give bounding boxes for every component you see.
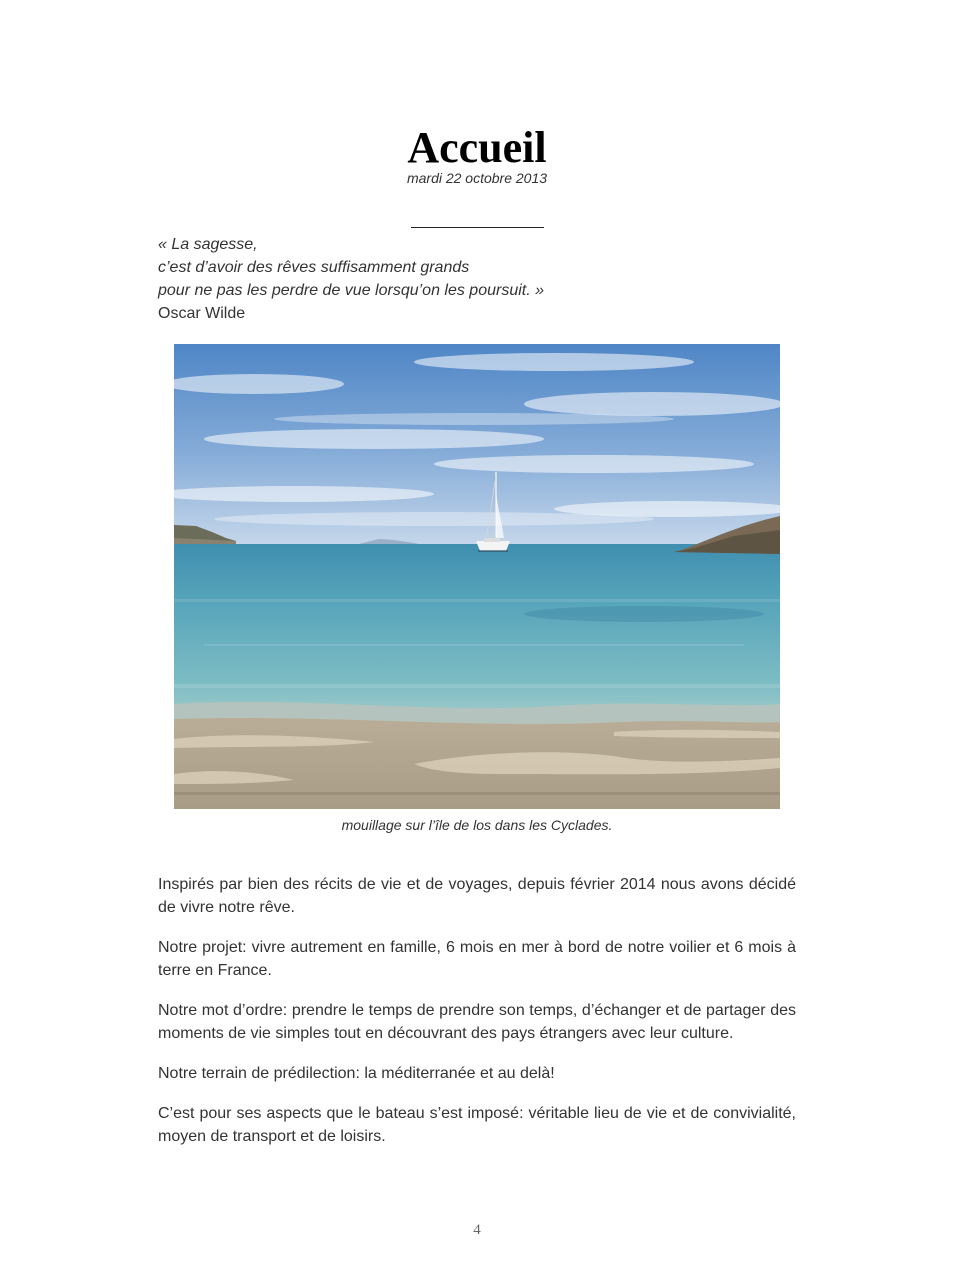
- body-text: [158, 873, 796, 1165]
- paragraph: C’est pour ses aspects que le bateau s’est imposé: véritable lieu de vie et de convivialité, moyen de transport et de loisirs.: [158, 1105, 796, 1145]
- title-divider: [411, 227, 544, 228]
- quote-line: c’est d’avoir des rêves suffisamment grands: [158, 259, 470, 276]
- photo-illustration: [174, 344, 780, 809]
- page-title: Accueil: [407, 123, 547, 172]
- quote-line: « La sagesse,: [158, 236, 258, 253]
- quote-author: Oscar Wilde: [158, 305, 246, 322]
- anchorage-photo: [174, 344, 780, 809]
- paragraph: Notre projet: vivre autrement en famille, 6 mois en mer à bord de notre voilier et 6 mois à terre en France.: [158, 939, 796, 979]
- photo-caption: mouillage sur l’île de los dans les Cyclades.: [341, 817, 613, 833]
- page-number: 4: [473, 1222, 481, 1238]
- post-date: mardi 22 octobre 2013: [406, 170, 548, 186]
- paragraph: Notre terrain de prédilection: la méditerranée et au delà!: [158, 1065, 555, 1082]
- paragraph: Notre mot d’ordre: prendre le temps de prendre son temps, d’échanger et de partager des moments de vie simples tout en découvrant des pays étrangers avec leur culture.: [158, 1002, 796, 1042]
- epigraph-quote: [158, 233, 798, 325]
- quote-line: pour ne pas les perdre de vue lorsqu’on les poursuit. »: [158, 282, 545, 299]
- paragraph: Inspirés par bien des récits de vie et de voyages, depuis février 2014 nous avons décidé de vivre notre rêve.: [158, 876, 796, 916]
